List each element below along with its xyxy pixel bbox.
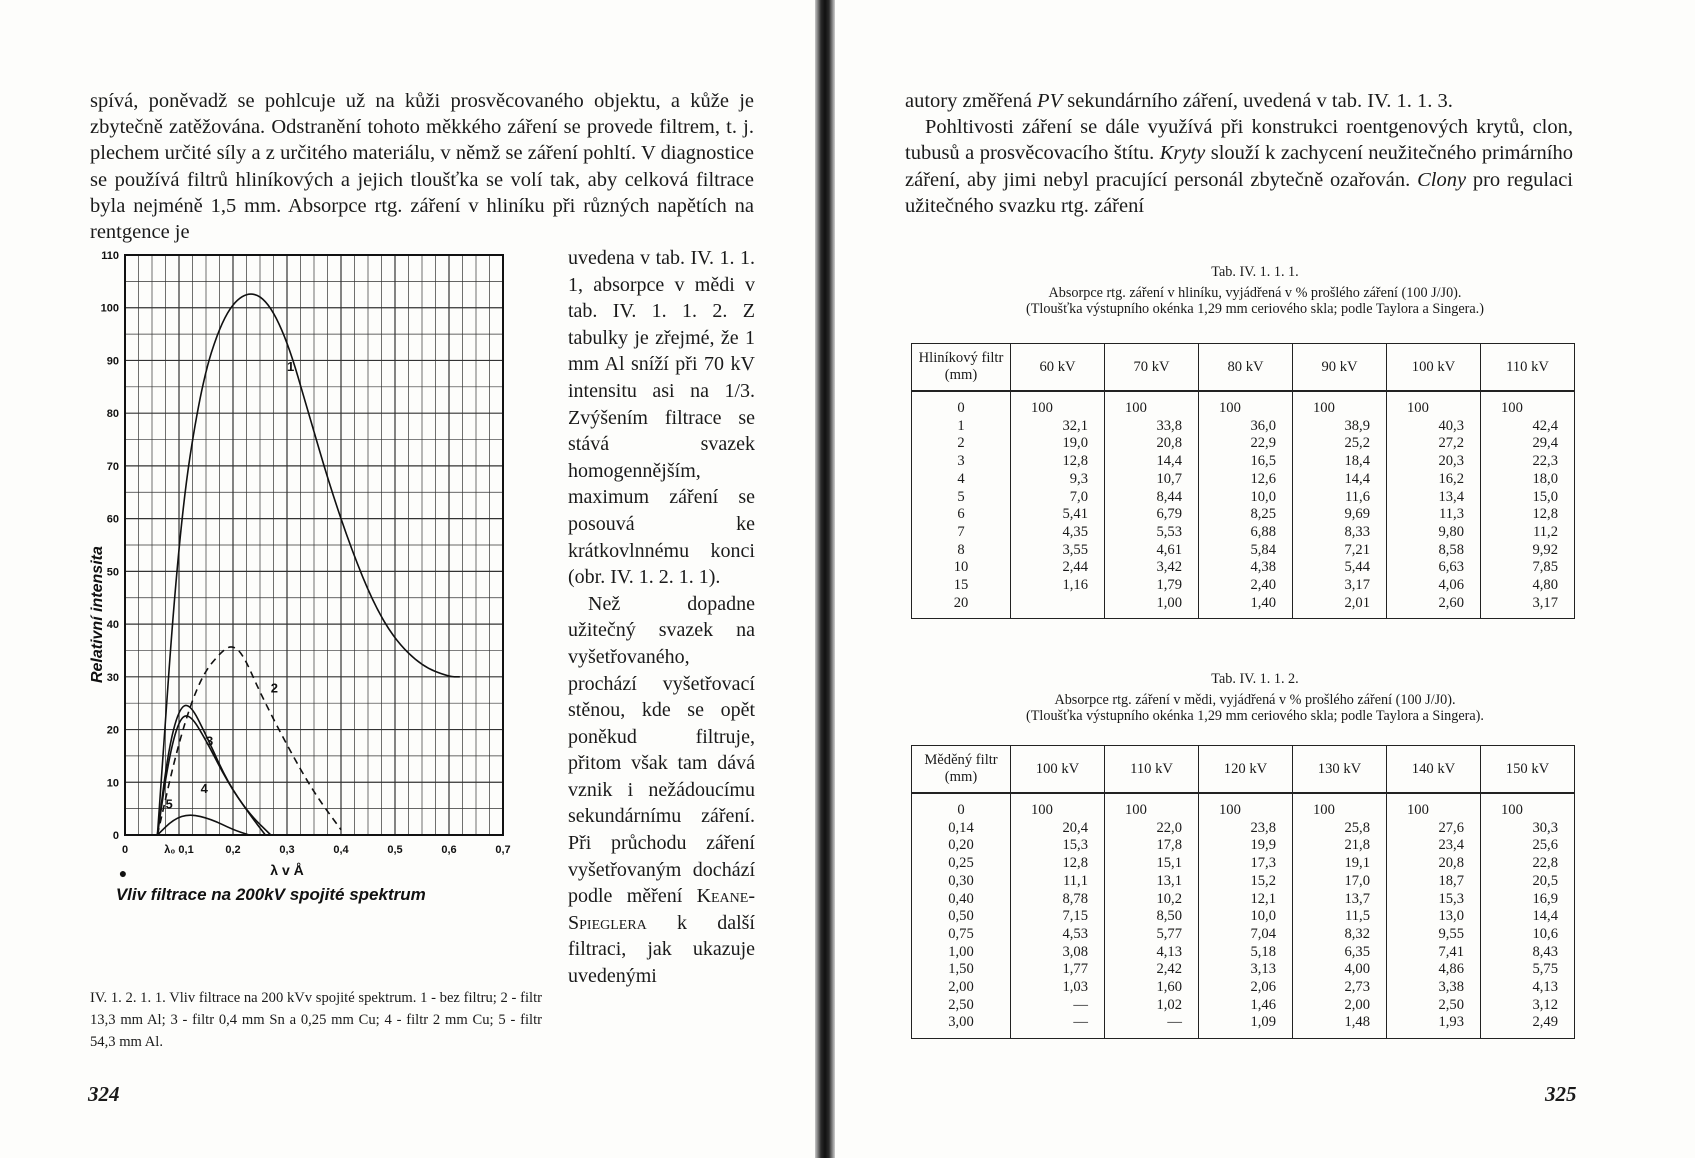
value-cell: 2,00 bbox=[1293, 997, 1387, 1015]
value-cell: 100 bbox=[1387, 793, 1481, 820]
value-cell: 1,46 bbox=[1199, 997, 1293, 1015]
value-cell: 9,69 bbox=[1293, 506, 1387, 524]
value-cell: 11,3 bbox=[1387, 506, 1481, 524]
x-tick-label: λ₀ 0,1 bbox=[164, 844, 194, 856]
value-cell: 15,2 bbox=[1199, 873, 1293, 891]
table-row bbox=[912, 453, 1575, 471]
value-cell: 4,86 bbox=[1387, 961, 1481, 979]
value-cell: 6,88 bbox=[1199, 524, 1293, 542]
right-text-pv: PV bbox=[1037, 90, 1063, 112]
table-row bbox=[912, 506, 1575, 524]
right-text-kryty: Kryty bbox=[1159, 142, 1206, 165]
value-cell: 2,06 bbox=[1199, 979, 1293, 997]
value-cell: 20,8 bbox=[1105, 435, 1199, 453]
filter-cell: 10 bbox=[912, 559, 1011, 577]
value-cell: 9,55 bbox=[1387, 926, 1481, 944]
x-tick-label: 0,7 bbox=[495, 844, 511, 856]
left-top-text: spívá, poněvadž se pohlcuje už na kůži prosvěcovaného objektu, a kůže je zbytečně zatěžována. Odstranění tohoto měkkého záření se provede filtrem, t. j. plechem určité síly a z určitého materiálu, v němž se záření pohltí. V diagnostice se používá filtrů hliníkových a jejich tloušťka se volí tak, aby celková filtrace byla nejméně 1,5 mm. Absorpce rtg. záření v hliníku při různých napětích na rentgence je bbox=[90, 90, 754, 244]
value-cell: 8,32 bbox=[1293, 926, 1387, 944]
value-cell: 100 bbox=[1011, 793, 1105, 820]
value-cell: 11,2 bbox=[1481, 524, 1575, 542]
value-cell: 12,8 bbox=[1011, 453, 1105, 471]
filter-cell: 0,30 bbox=[912, 873, 1011, 891]
filter-cell: 1,00 bbox=[912, 944, 1011, 962]
value-cell: 1,00 bbox=[1105, 595, 1199, 619]
right-text-3: Pohltivosti záření se dále využívá při konstrukci roentgenových krytů, clon, tubusů a prosvěcovacího štítu. bbox=[905, 116, 1573, 165]
filter-cell: 2 bbox=[912, 435, 1011, 453]
series-label-1: 1 bbox=[287, 359, 295, 374]
column-text-3: Než dopadne užitečný svazek na vyšetřovaného, prochází vyšetřovací stěnou, kde se opět poněkud filtruje, přitom však tam dává vznik i nežádoucímu sekundárnímu záření. Při průchodu záření vyšetřovaným dochází podle měření bbox=[568, 592, 755, 908]
x-tick-label: 0,5 bbox=[387, 844, 403, 856]
value-cell: 100 bbox=[1481, 793, 1575, 820]
figure-caption: IV. 1. 2. 1. 1. Vliv filtrace na 200 kVv spojité spektrum. 1 - bez filtru; 2 - filtr 13,3 mm Al; 3 - filtr 0,4 mm Sn a 0,25 mm Cu; 4 - filtr 2 mm Cu; 5 - filtr 54,3 mm Al. bbox=[90, 990, 542, 1050]
value-cell: 18,7 bbox=[1387, 873, 1481, 891]
value-cell: 8,50 bbox=[1105, 908, 1199, 926]
value-cell: 5,44 bbox=[1293, 559, 1387, 577]
value-cell: 17,8 bbox=[1105, 837, 1199, 855]
filter-cell: 0,75 bbox=[912, 926, 1011, 944]
value-cell: 12,1 bbox=[1199, 891, 1293, 909]
filter-cell: 4 bbox=[912, 471, 1011, 489]
table-row bbox=[912, 595, 1575, 619]
value-cell: 7,21 bbox=[1293, 542, 1387, 560]
value-cell: 1,77 bbox=[1011, 961, 1105, 979]
value-cell: 29,4 bbox=[1481, 435, 1575, 453]
value-cell: 1,02 bbox=[1105, 997, 1199, 1015]
value-cell: 100 bbox=[1105, 391, 1199, 418]
value-cell: 19,9 bbox=[1199, 837, 1293, 855]
table-row bbox=[912, 1014, 1575, 1038]
value-cell: 5,41 bbox=[1011, 506, 1105, 524]
value-cell: 8,58 bbox=[1387, 542, 1481, 560]
table-row bbox=[912, 837, 1575, 855]
table1-number: Tab. IV. 1. 1. 1. bbox=[1211, 264, 1299, 280]
y-tick-label: 20 bbox=[106, 724, 119, 737]
value-cell: 10,0 bbox=[1199, 908, 1293, 926]
filter-cell: 6 bbox=[912, 506, 1011, 524]
value-cell: 14,4 bbox=[1481, 908, 1575, 926]
table-row bbox=[912, 891, 1575, 909]
y-tick-label: 0 bbox=[112, 830, 119, 842]
filter-cell: 5 bbox=[912, 489, 1011, 507]
table2-caption bbox=[935, 671, 1575, 725]
value-cell: 9,3 bbox=[1011, 471, 1105, 489]
value-cell: 100 bbox=[1199, 391, 1293, 418]
right-text-clony: Clony bbox=[1417, 168, 1467, 191]
right-text-5: pro regulaci užitečného svazku rtg. záření bbox=[905, 168, 1574, 217]
value-cell: 3,38 bbox=[1387, 979, 1481, 997]
x-tick-label: 0,4 bbox=[333, 844, 349, 856]
value-cell bbox=[1011, 595, 1105, 619]
value-cell: 2,73 bbox=[1293, 979, 1387, 997]
filter-cell: 7 bbox=[912, 524, 1011, 542]
table1-column-header: 100 kV bbox=[1387, 344, 1481, 392]
value-cell: 3,42 bbox=[1105, 559, 1199, 577]
table-row bbox=[912, 961, 1575, 979]
value-cell: 18,4 bbox=[1293, 453, 1387, 471]
table-row bbox=[912, 979, 1575, 997]
right-text-1: autory změřená bbox=[905, 90, 1038, 112]
chart-title: Vliv filtrace na 200kV spojité spektrum bbox=[115, 885, 426, 904]
value-cell: 100 bbox=[1199, 793, 1293, 820]
filter-cell: 0,25 bbox=[912, 855, 1011, 873]
value-cell: 13,1 bbox=[1105, 873, 1199, 891]
value-cell: 17,0 bbox=[1293, 873, 1387, 891]
value-cell: 7,15 bbox=[1011, 908, 1105, 926]
table1-column-header: 60 kV bbox=[1011, 344, 1105, 392]
value-cell: 16,9 bbox=[1481, 891, 1575, 909]
right-top-paragraph-2 bbox=[905, 114, 1573, 219]
value-cell: 14,4 bbox=[1293, 471, 1387, 489]
value-cell: 18,0 bbox=[1481, 471, 1575, 489]
filter-cell: 15 bbox=[912, 577, 1011, 595]
value-cell: 12,6 bbox=[1199, 471, 1293, 489]
value-cell: 27,2 bbox=[1387, 435, 1481, 453]
value-cell: 5,84 bbox=[1199, 542, 1293, 560]
table-row bbox=[912, 489, 1575, 507]
table2-column-header: 110 kV bbox=[1105, 746, 1199, 794]
value-cell: 13,7 bbox=[1293, 891, 1387, 909]
value-cell: 1,16 bbox=[1011, 577, 1105, 595]
value-cell: 32,1 bbox=[1011, 418, 1105, 436]
table-row bbox=[912, 820, 1575, 838]
fraction-one-third: 1/3 bbox=[724, 379, 750, 402]
table1-caption bbox=[935, 264, 1575, 318]
value-cell: 3,17 bbox=[1481, 595, 1575, 619]
value-cell: — bbox=[1011, 997, 1105, 1015]
filter-cell: 0,20 bbox=[912, 837, 1011, 855]
value-cell: 22,8 bbox=[1481, 855, 1575, 873]
table-row bbox=[912, 926, 1575, 944]
table-row bbox=[912, 793, 1575, 820]
value-cell: 5,77 bbox=[1105, 926, 1199, 944]
value-cell: 4,13 bbox=[1105, 944, 1199, 962]
table1-title: Absorpce rtg. záření v hliníku, vyjádřená v % prošlého záření (100 J/J0). bbox=[1048, 284, 1462, 301]
x-tick-label: 0,6 bbox=[441, 844, 457, 856]
value-cell: 7,85 bbox=[1481, 559, 1575, 577]
value-cell: 20,3 bbox=[1387, 453, 1481, 471]
value-cell: 8,25 bbox=[1199, 506, 1293, 524]
filter-cell: 1,50 bbox=[912, 961, 1011, 979]
x-tick-label: 0,3 bbox=[279, 844, 295, 856]
value-cell: 1,09 bbox=[1199, 1014, 1293, 1038]
filter-cell: 0,14 bbox=[912, 820, 1011, 838]
filter-cell: 20 bbox=[912, 595, 1011, 619]
value-cell: 2,44 bbox=[1011, 559, 1105, 577]
value-cell: 1,48 bbox=[1293, 1014, 1387, 1038]
value-cell: 27,6 bbox=[1387, 820, 1481, 838]
value-cell: 6,35 bbox=[1293, 944, 1387, 962]
filter-cell: 3 bbox=[912, 453, 1011, 471]
value-cell: 12,8 bbox=[1011, 855, 1105, 873]
value-cell: 10,6 bbox=[1481, 926, 1575, 944]
value-cell: 6,63 bbox=[1387, 559, 1481, 577]
value-cell: 14,4 bbox=[1105, 453, 1199, 471]
value-cell: 5,53 bbox=[1105, 524, 1199, 542]
table1-column-header: 80 kV bbox=[1199, 344, 1293, 392]
y-tick-label: 40 bbox=[106, 619, 119, 632]
value-cell: 100 bbox=[1293, 793, 1387, 820]
value-cell: 100 bbox=[1481, 391, 1575, 418]
table-row bbox=[912, 944, 1575, 962]
column-author: Keane-Spieglera bbox=[568, 885, 755, 934]
table-row bbox=[912, 435, 1575, 453]
value-cell: 42,4 bbox=[1481, 418, 1575, 436]
y-tick-label: 70 bbox=[106, 460, 119, 473]
value-cell: 9,80 bbox=[1387, 524, 1481, 542]
value-cell: 25,6 bbox=[1481, 837, 1575, 855]
y-tick-label: 90 bbox=[106, 355, 119, 368]
value-cell: 5,75 bbox=[1481, 961, 1575, 979]
column-text-2: . Zvýšením filtrace se stává svazek homogennějším, maximum záření se posouvá ke krátkovlnnému konci (obr. IV. 1. 2. 1. 1). bbox=[568, 379, 755, 589]
y-tick-label: 10 bbox=[106, 777, 119, 790]
value-cell: 11,5 bbox=[1293, 908, 1387, 926]
table2-column-header: 140 kV bbox=[1387, 746, 1481, 794]
value-cell: 2,40 bbox=[1199, 577, 1293, 595]
table1-column-header: 90 kV bbox=[1293, 344, 1387, 392]
value-cell: 8,78 bbox=[1011, 891, 1105, 909]
value-cell: 9,92 bbox=[1481, 542, 1575, 560]
filter-cell: 1 bbox=[912, 418, 1011, 436]
y-tick-label: 60 bbox=[106, 513, 119, 526]
value-cell: 40,3 bbox=[1387, 418, 1481, 436]
y-tick-label: 110 bbox=[101, 250, 119, 262]
filter-cell: 0,50 bbox=[912, 908, 1011, 926]
x-tick-label: 0 bbox=[121, 844, 129, 856]
table1-subtitle: (Tloušťka výstupního okénka 1,29 mm ceriového skla; podle Taylora a Singera.) bbox=[1026, 301, 1484, 317]
value-cell: 25,2 bbox=[1293, 435, 1387, 453]
table-row bbox=[912, 577, 1575, 595]
series-label-4: 4 bbox=[200, 780, 208, 796]
y-tick-label: 50 bbox=[106, 566, 119, 579]
value-cell: 10,7 bbox=[1105, 471, 1199, 489]
filter-cell: 0,40 bbox=[912, 891, 1011, 909]
value-cell: 100 bbox=[1011, 391, 1105, 418]
value-cell: 6,79 bbox=[1105, 506, 1199, 524]
filter-cell: 8 bbox=[912, 542, 1011, 560]
table-row bbox=[912, 391, 1575, 418]
value-cell: 4,80 bbox=[1481, 577, 1575, 595]
value-cell: 13,4 bbox=[1387, 489, 1481, 507]
value-cell: 7,41 bbox=[1387, 944, 1481, 962]
value-cell: 10,0 bbox=[1199, 489, 1293, 507]
value-cell: 2,01 bbox=[1293, 595, 1387, 619]
value-cell: 11,6 bbox=[1293, 489, 1387, 507]
table2-column-header: 130 kV bbox=[1293, 746, 1387, 794]
x-axis-title: λ v Å bbox=[270, 862, 304, 878]
value-cell: 4,53 bbox=[1011, 926, 1105, 944]
value-cell: 2,49 bbox=[1481, 1014, 1575, 1038]
value-cell: 15,1 bbox=[1105, 855, 1199, 873]
value-cell: 100 bbox=[1387, 391, 1481, 418]
value-cell: 2,50 bbox=[1387, 997, 1481, 1015]
value-cell: 4,00 bbox=[1293, 961, 1387, 979]
value-cell: 3,55 bbox=[1011, 542, 1105, 560]
value-cell: 2,60 bbox=[1387, 595, 1481, 619]
table-row bbox=[912, 559, 1575, 577]
filter-cell: 0 bbox=[912, 793, 1011, 820]
table-row bbox=[912, 873, 1575, 891]
value-cell: 23,8 bbox=[1199, 820, 1293, 838]
table2-title: Absorpce rtg. záření v mědi, vyjádřená v % prošlého záření (100 J/J0). bbox=[1054, 691, 1456, 708]
value-cell: 3,13 bbox=[1199, 961, 1293, 979]
bullet-marker: ● bbox=[118, 865, 128, 881]
value-cell: 20,8 bbox=[1387, 855, 1481, 873]
table1-column-header: 70 kV bbox=[1105, 344, 1199, 392]
column-text-4: k další filtraci, jak ukazuje uvedenými bbox=[568, 911, 755, 988]
value-cell: 4,38 bbox=[1199, 559, 1293, 577]
value-cell: 13,0 bbox=[1387, 908, 1481, 926]
table-row bbox=[912, 418, 1575, 436]
filter-cell: 2,00 bbox=[912, 979, 1011, 997]
value-cell: 19,0 bbox=[1011, 435, 1105, 453]
value-cell: 100 bbox=[1293, 391, 1387, 418]
table-row bbox=[912, 542, 1575, 560]
table-row bbox=[912, 997, 1575, 1015]
table2-subtitle: (Tloušťka výstupního okénka 1,29 mm ceriového skla; podle Taylora a Singera). bbox=[1026, 708, 1484, 724]
value-cell: — bbox=[1105, 1014, 1199, 1038]
value-cell: 4,13 bbox=[1481, 979, 1575, 997]
value-cell: 3,17 bbox=[1293, 577, 1387, 595]
value-cell: 30,3 bbox=[1481, 820, 1575, 838]
series-label-5: 5 bbox=[165, 796, 173, 812]
value-cell: 21,8 bbox=[1293, 837, 1387, 855]
value-cell: 11,1 bbox=[1011, 873, 1105, 891]
value-cell: 16,2 bbox=[1387, 471, 1481, 489]
table1-filter-header: Hliníkový filtr (mm) bbox=[912, 344, 1011, 392]
table2-column-header: 150 kV bbox=[1481, 746, 1575, 794]
y-tick-label: 100 bbox=[100, 302, 119, 315]
aluminium-absorption-table bbox=[911, 343, 1575, 619]
value-cell: 25,8 bbox=[1293, 820, 1387, 838]
copper-absorption-table bbox=[911, 745, 1575, 1039]
table1-column-header: 110 kV bbox=[1481, 344, 1575, 392]
value-cell: 36,0 bbox=[1199, 418, 1293, 436]
value-cell: 7,0 bbox=[1011, 489, 1105, 507]
value-cell: 15,3 bbox=[1011, 837, 1105, 855]
table2-column-header: 120 kV bbox=[1199, 746, 1293, 794]
page-number-right: 325 bbox=[1545, 1082, 1577, 1106]
value-cell: 4,61 bbox=[1105, 542, 1199, 560]
filter-cell: 0 bbox=[912, 391, 1011, 418]
value-cell: 1,60 bbox=[1105, 979, 1199, 997]
value-cell: 10,2 bbox=[1105, 891, 1199, 909]
value-cell: — bbox=[1011, 1014, 1105, 1038]
x-tick-label: 0,2 bbox=[225, 844, 241, 856]
value-cell: 33,8 bbox=[1105, 418, 1199, 436]
value-cell: 4,35 bbox=[1011, 524, 1105, 542]
table2-number: Tab. IV. 1. 1. 2. bbox=[1211, 671, 1299, 687]
table-row bbox=[912, 908, 1575, 926]
value-cell: 15,3 bbox=[1387, 891, 1481, 909]
value-cell: 22,0 bbox=[1105, 820, 1199, 838]
right-top-line-1 bbox=[905, 88, 1573, 114]
table2-filter-header: Měděný filtr (mm) bbox=[912, 746, 1011, 794]
filter-cell: 2,50 bbox=[912, 997, 1011, 1015]
value-cell: 2,42 bbox=[1105, 961, 1199, 979]
value-cell: 38,9 bbox=[1293, 418, 1387, 436]
y-tick-label: 80 bbox=[106, 408, 119, 421]
value-cell: 7,04 bbox=[1199, 926, 1293, 944]
right-top-paragraph bbox=[905, 88, 1573, 219]
value-cell: 12,8 bbox=[1481, 506, 1575, 524]
value-cell: 8,44 bbox=[1105, 489, 1199, 507]
value-cell: 5,18 bbox=[1199, 944, 1293, 962]
value-cell: 1,79 bbox=[1105, 577, 1199, 595]
value-cell: 15,0 bbox=[1481, 489, 1575, 507]
page-number-left: 324 bbox=[88, 1082, 120, 1106]
value-cell: 8,43 bbox=[1481, 944, 1575, 962]
value-cell: 22,9 bbox=[1199, 435, 1293, 453]
value-cell: 22,3 bbox=[1481, 453, 1575, 471]
right-text-2: sekundárního záření, uvedená v tab. IV. 1. 1. 3. bbox=[1062, 90, 1453, 112]
y-axis-title: Relativní intensita bbox=[89, 546, 106, 684]
value-cell: 1,03 bbox=[1011, 979, 1105, 997]
value-cell: 20,5 bbox=[1481, 873, 1575, 891]
table2-column-header: 100 kV bbox=[1011, 746, 1105, 794]
value-cell: 1,40 bbox=[1199, 595, 1293, 619]
table-row bbox=[912, 855, 1575, 873]
right-text-4: slouží k zachycení neužitečného primárního záření, aby jimi nebyl pracující personál zbytečně ozařován. bbox=[905, 142, 1573, 191]
value-cell: 8,33 bbox=[1293, 524, 1387, 542]
value-cell: 23,4 bbox=[1387, 837, 1481, 855]
value-cell: 17,3 bbox=[1199, 855, 1293, 873]
column-text-1: uvedena v tab. IV. 1. 1. 1, absorpce v mědi v tab. IV. 1. 1. 2. Z tabulky je zřejmé, že 1 mm Al sníží při 70 kV intensitu asi na bbox=[568, 247, 755, 402]
value-cell: 1,93 bbox=[1387, 1014, 1481, 1038]
value-cell: 100 bbox=[1105, 793, 1199, 820]
value-cell: 4,06 bbox=[1387, 577, 1481, 595]
value-cell: 19,1 bbox=[1293, 855, 1387, 873]
series-label-3: 3 bbox=[206, 733, 214, 749]
series-label-2: 2 bbox=[270, 680, 279, 696]
value-cell: 20,4 bbox=[1011, 820, 1105, 838]
y-tick-label: 30 bbox=[106, 671, 119, 684]
value-cell: 16,5 bbox=[1199, 453, 1293, 471]
value-cell: 3,08 bbox=[1011, 944, 1105, 962]
table-row bbox=[912, 471, 1575, 489]
table-row bbox=[912, 524, 1575, 542]
filter-cell: 3,00 bbox=[912, 1014, 1011, 1038]
value-cell: 3,12 bbox=[1481, 997, 1575, 1015]
